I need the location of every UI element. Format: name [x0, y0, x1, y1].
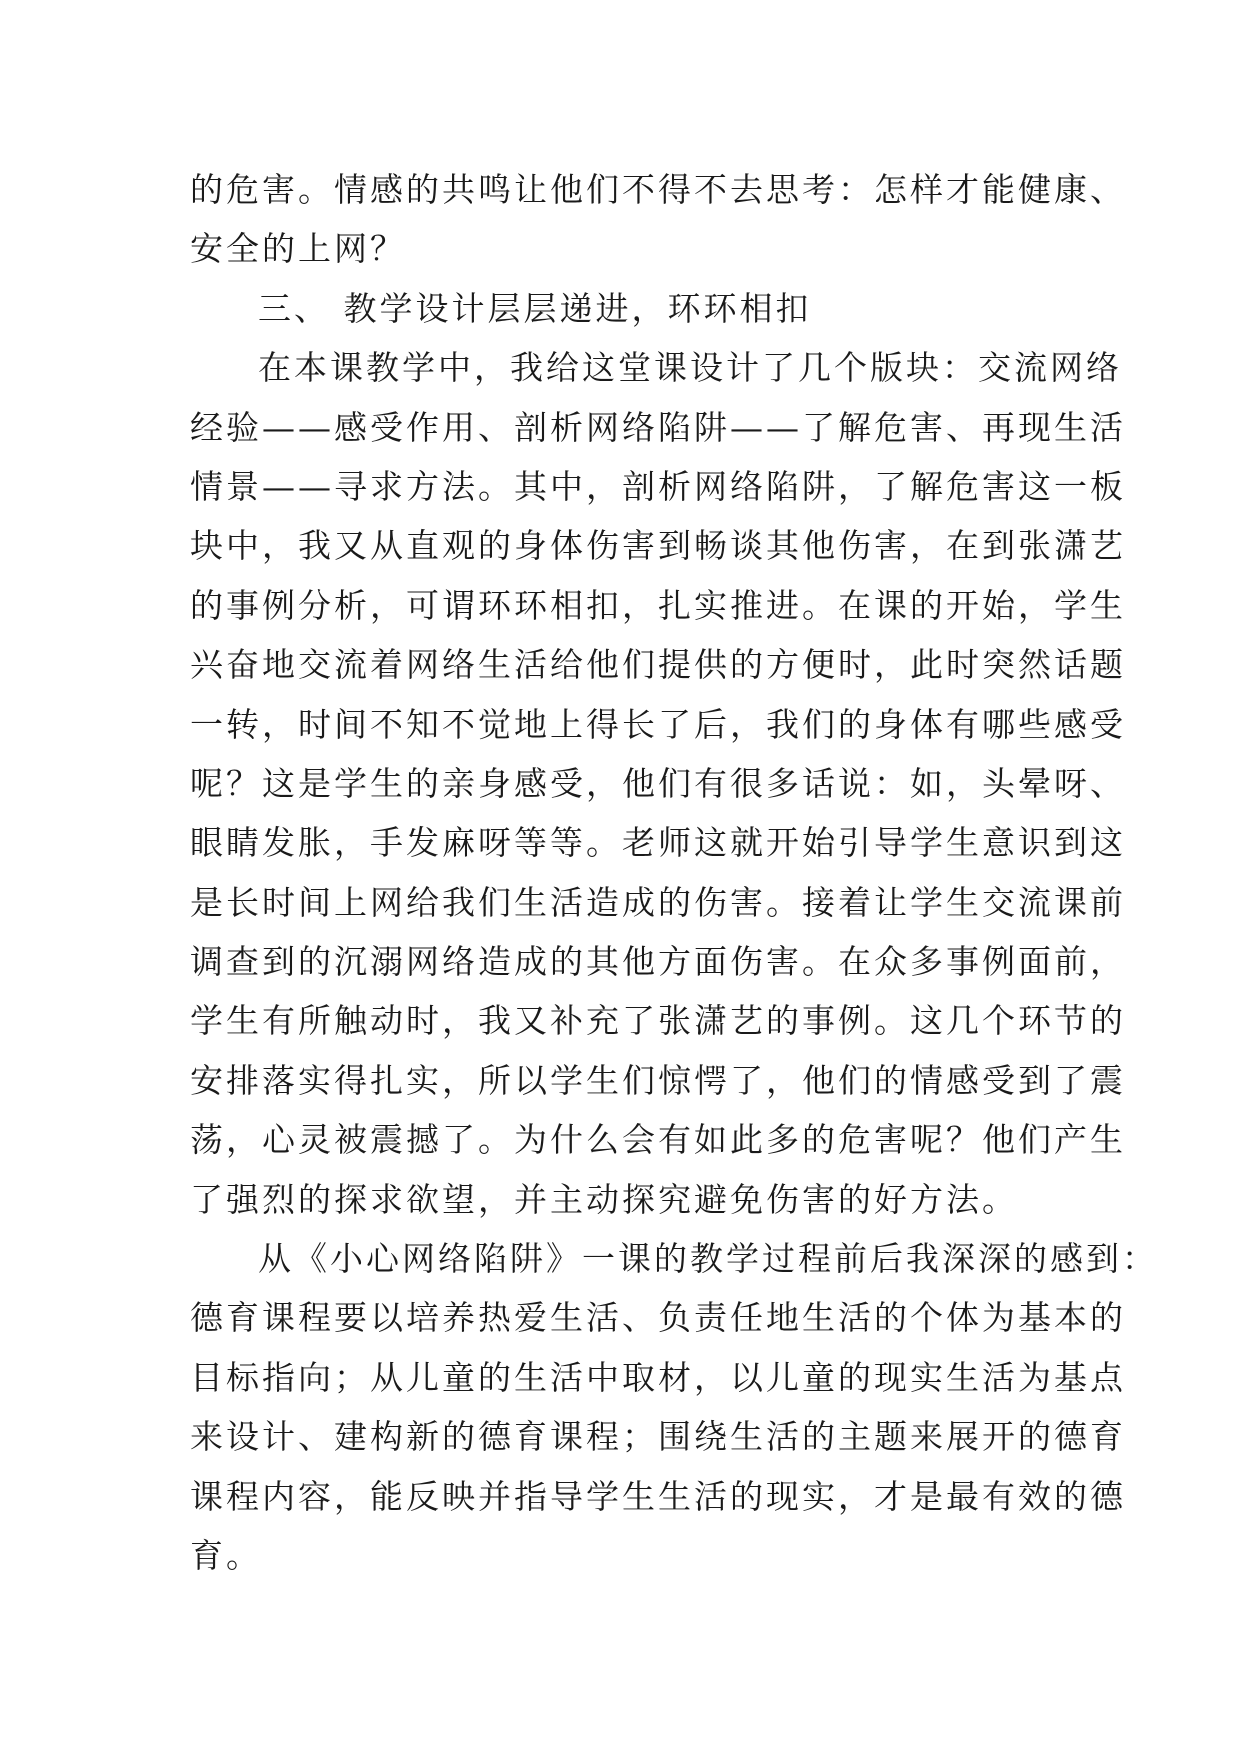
- text-line: 安全的上网？: [190, 229, 406, 269]
- text-line: 学生有所触动时，我又补充了张潇艺的事例。这几个环节的: [190, 1001, 1126, 1041]
- text-line: 的危害。情感的共鸣让他们不得不去思考：怎样才能健康、: [190, 170, 1126, 209]
- text-line: 来设计、建构新的德育课程；围绕生活的主题来展开的德育: [190, 1417, 1126, 1457]
- text-line: 眼睛发胀，手发麻呀等等。老师这就开始引导学生意识到这: [190, 823, 1126, 863]
- text-line: 一转，时间不知不觉地上得长了后，我们的身体有哪些感受: [190, 704, 1126, 744]
- text-line: 呢？这是学生的亲身感受，他们有很多话说：如，头晕呀、: [190, 763, 1126, 803]
- text-line: 经验——感受作用、剖析网络陷阱——了解危害、再现生活: [190, 407, 1126, 447]
- text-line: 的事例分析，可谓环环相扣，扎实推进。在课的开始，学生: [190, 585, 1126, 625]
- text-line: 是长时间上网给我们生活造成的伤害。接着让学生交流课前: [190, 882, 1126, 922]
- section-heading: 三、 教学设计层层递进，环环相扣: [258, 288, 812, 328]
- text-line: 情景——寻求方法。其中，剖析网络陷阱，了解危害这一板: [190, 466, 1126, 506]
- text-line: 德育课程要以培养热爱生活、负责任地生活的个体为基本的: [190, 1298, 1126, 1338]
- text-line: 块中，我又从直观的身体伤害到畅谈其他伤害，在到张潇艺: [190, 526, 1126, 566]
- text-line: 荡，心灵被震撼了。为什么会有如此多的危害呢？他们产生: [190, 1120, 1126, 1160]
- text-line: 从《小心网络陷阱》一课的教学过程前后我深深的感到：: [258, 1239, 1158, 1279]
- text-line: 安排落实得扎实，所以学生们惊愕了，他们的情感受到了震: [190, 1060, 1126, 1100]
- text-line: 目标指向；从儿童的生活中取材，以儿童的现实生活为基点: [190, 1357, 1126, 1397]
- text-line: 调查到的沉溺网络造成的其他方面伤害。在众多事例面前，: [190, 942, 1126, 982]
- text-line: 在本课教学中，我给这堂课设计了几个版块：交流网络: [258, 348, 1122, 388]
- text-line: 了强烈的探求欲望，并主动探究避免伤害的好方法。: [190, 1179, 1018, 1219]
- text-line: 育。: [190, 1535, 262, 1575]
- text-line: 课程内容，能反映并指导学生生活的现实，才是最有效的德: [190, 1476, 1126, 1516]
- body-text: [190, 160, 1158, 1585]
- text-line: 兴奋地交流着网络生活给他们提供的方便时，此时突然话题: [190, 645, 1126, 685]
